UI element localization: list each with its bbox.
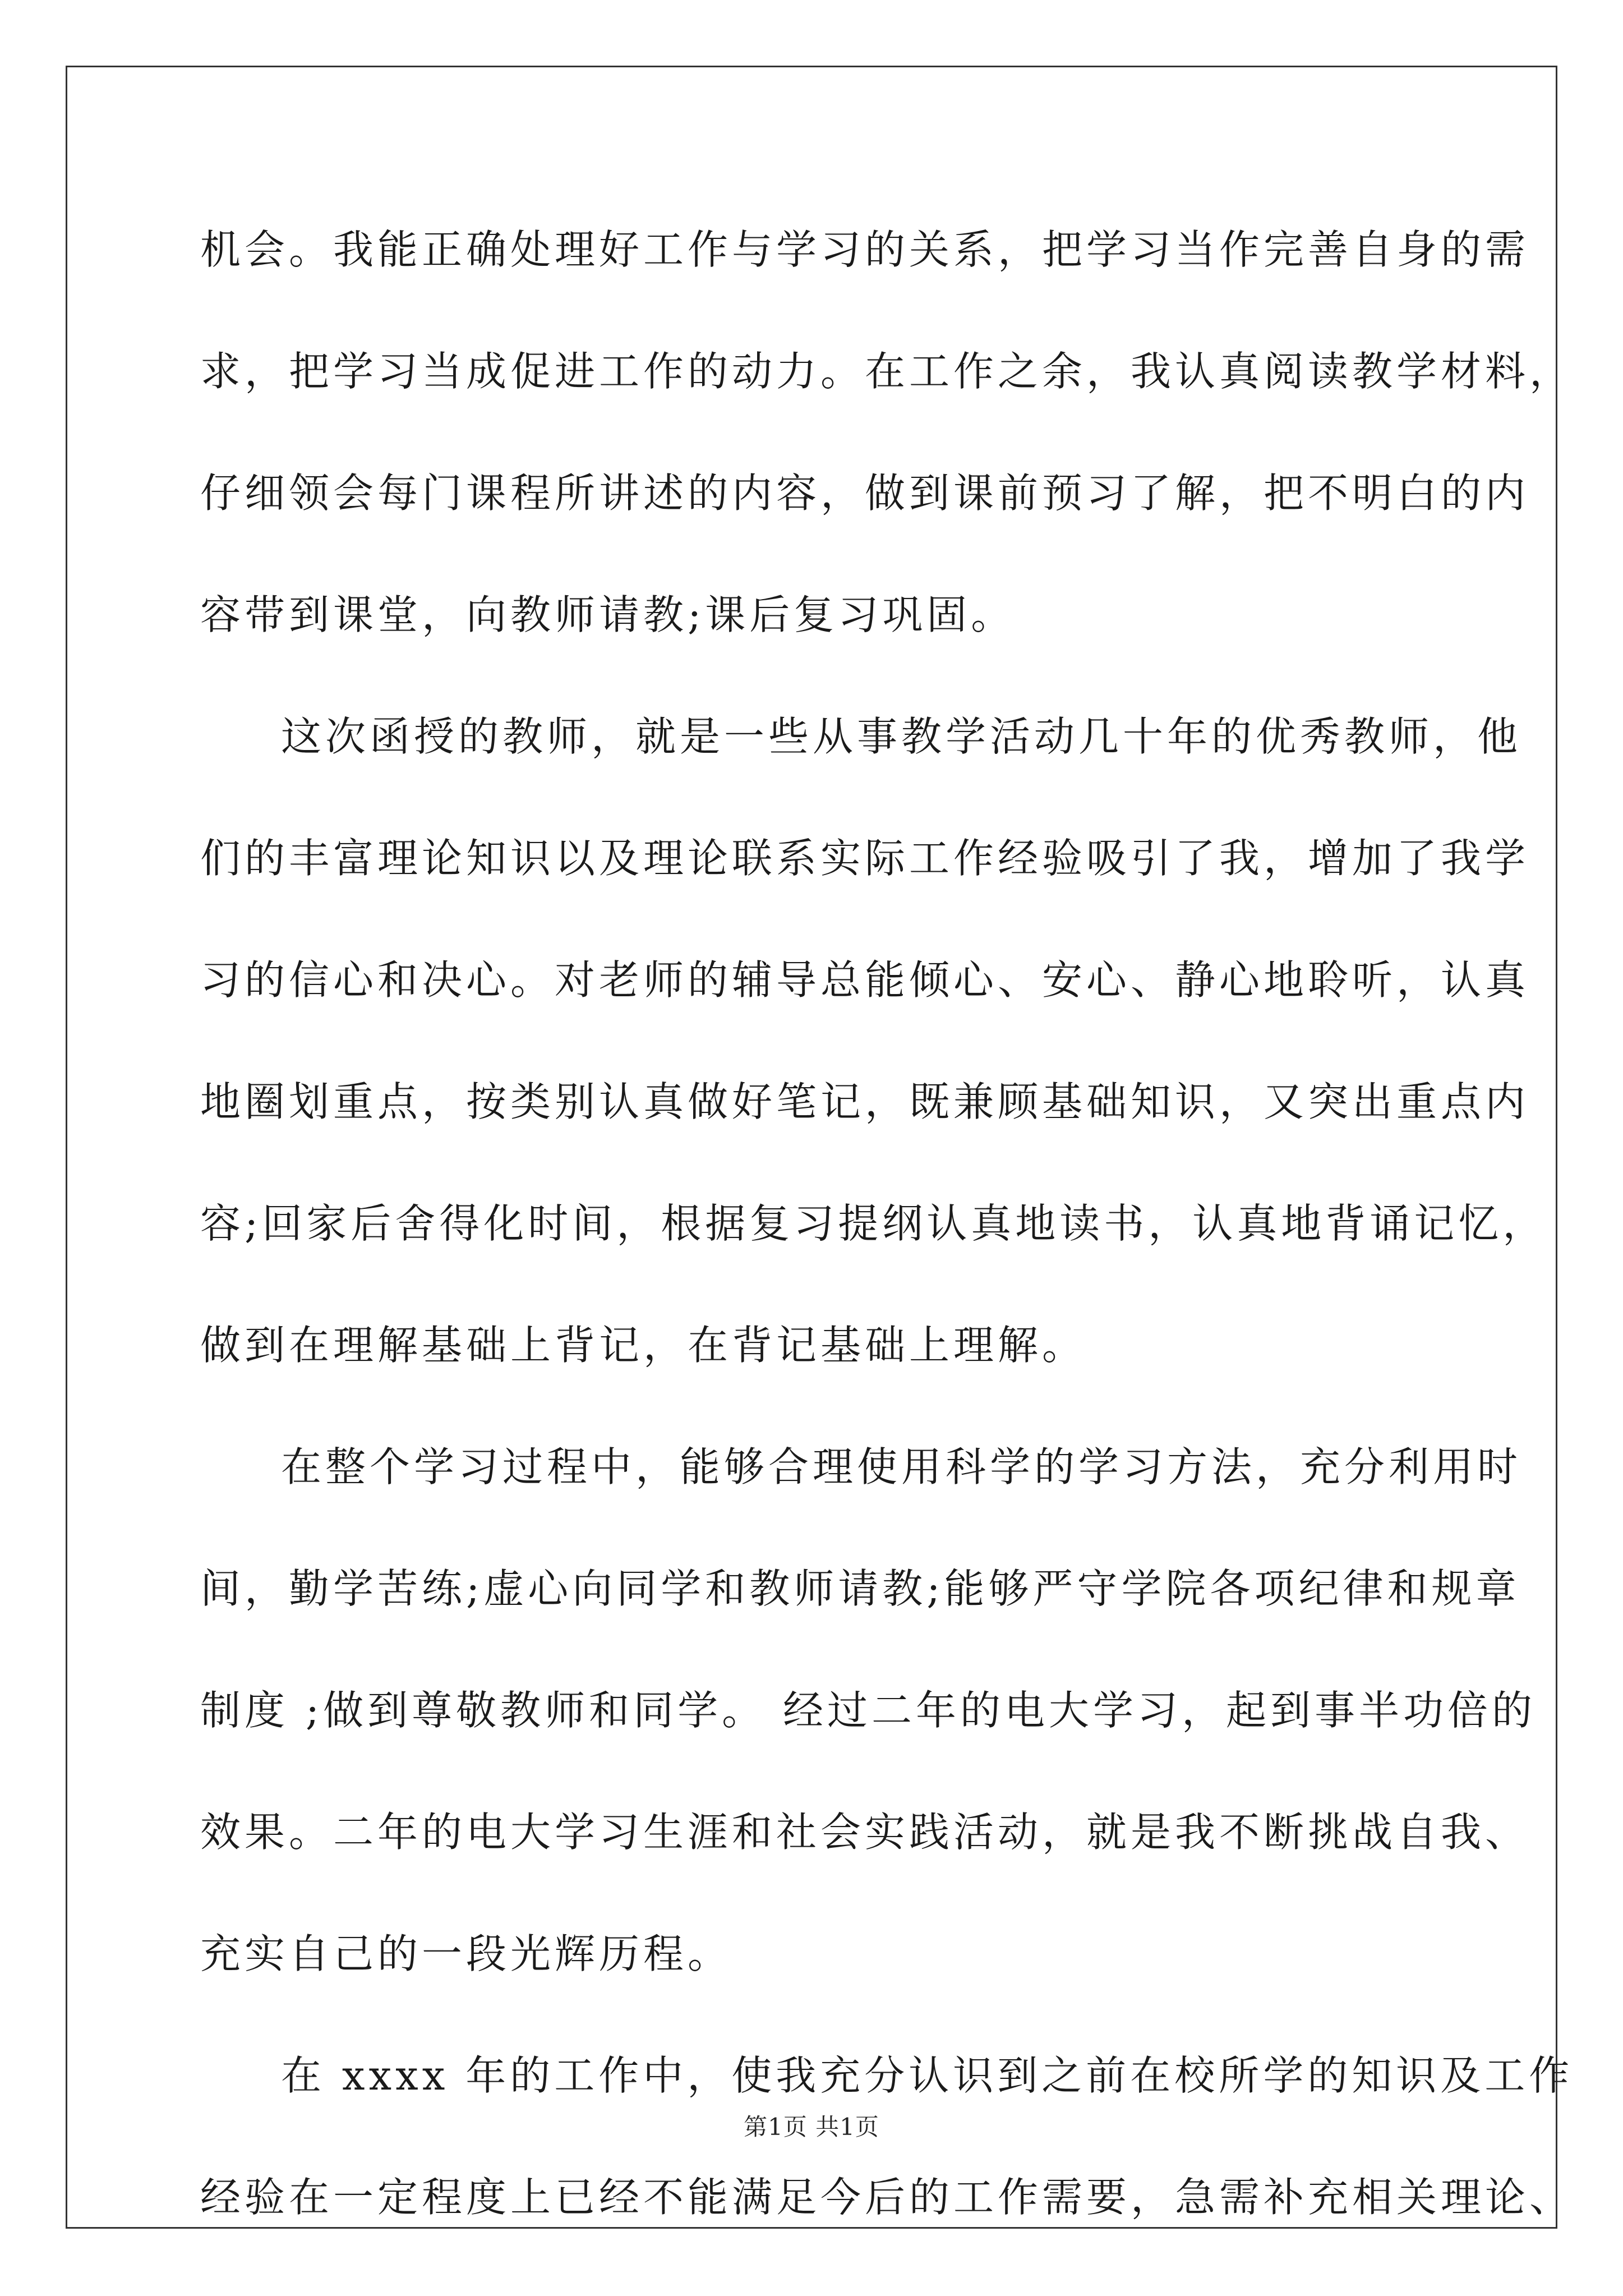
text-line: 制度 ;做到尊敬教师和同学。 经过二年的电大学习，起到事半功倍的 <box>200 1687 1537 1734</box>
text-line: 效果。二年的电大学习生涯和社会实践活动，就是我不断挑战自我、 <box>200 1809 1530 1856</box>
text-line: 习的信心和决心。对老师的辅导总能倾心、安心、静心地聆听，认真 <box>200 956 1530 1004</box>
paragraph-first-line: 在整个学习过程中，能够合理使用科学的学习方法，充分利用时 <box>281 1443 1522 1490</box>
text-line: 求，把学习当成促进工作的动力。在工作之余，我认真阅读教学材料， <box>200 348 1574 395</box>
text-line: 地圈划重点，按类别认真做好笔记，既兼顾基础知识，又突出重点内 <box>200 1078 1530 1125</box>
text-line: 容;回家后舍得化时间，根据复习提纲认真地读书，认真地背诵记忆， <box>200 1200 1547 1247</box>
text-line: 做到在理解基础上背记，在背记基础上理解。 <box>200 1322 1087 1369</box>
text-line: 间，勤学苦练;虚心向同学和教师请教;能够严守学院各项纪律和规章 <box>200 1565 1520 1612</box>
text-line: 仔细领会每门课程所讲述的内容，做到课前预习了解，把不明白的内 <box>200 470 1530 517</box>
text-line: 机会。我能正确处理好工作与学习的关系，把学习当作完善自身的需 <box>200 226 1530 273</box>
text-line: 容带到课堂，向教师请教;课后复习巩固。 <box>200 591 1016 638</box>
text-line: 们的丰富理论知识以及理论联系实际工作经验吸引了我，增加了我学 <box>200 835 1530 882</box>
text-line: 充实自己的一段光辉历程。 <box>200 1930 732 1977</box>
document-body <box>200 202 1574 2271</box>
text-line: 经验在一定程度上已经不能满足今后的工作需要，急需补充相关理论、 <box>200 2174 1574 2221</box>
paragraph-first-line: 这次函授的教师，就是一些从事教学活动几十年的优秀教师，他 <box>281 713 1522 760</box>
paragraph-first-line: 在 xxxx 年的工作中，使我充分认识到之前在校所学的知识及工作 <box>281 2052 1574 2099</box>
page-number: 第1页 共1页 <box>744 2113 879 2141</box>
